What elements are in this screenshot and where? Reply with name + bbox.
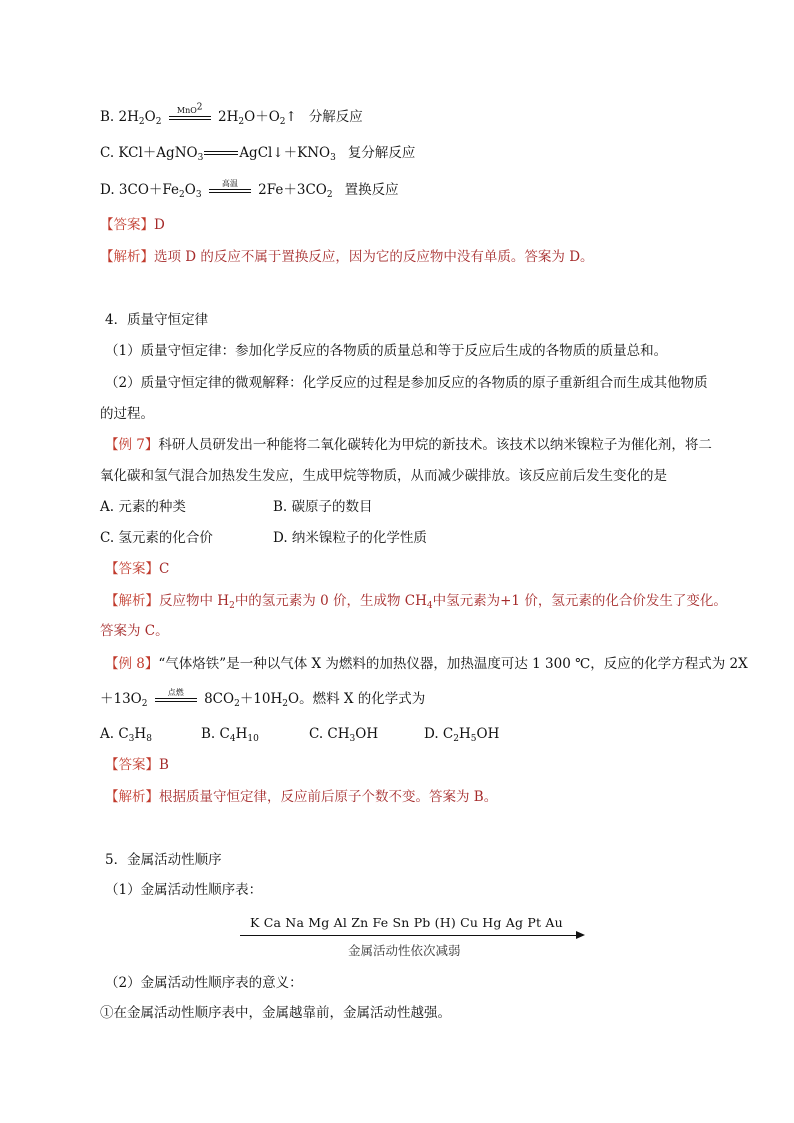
example-7-answer: 【答案】C	[105, 561, 170, 577]
series-arrow-line	[240, 935, 578, 936]
option-b-type: 分解反应	[308, 109, 363, 125]
example-7-analysis-line2: 答案为 C。	[100, 623, 169, 639]
example-7-tag: 【例 7】	[105, 437, 159, 453]
option-c-type: 复分解反应	[347, 145, 416, 161]
example-7-line2: 氧化碳和氢气混合加热发生发应，生成甲烷等物质，从而减少碳排放。该反应前后发生变化的是	[100, 468, 667, 484]
section-5-p1: （1）金属活动性顺序表：	[105, 882, 263, 898]
example-8-analysis: 【解析】根据质量守恒定律，反应前后原子个数不变。答案为 B。	[105, 789, 498, 805]
option-c-equation: C. KCl＋AgNO$_3$ $AgCl↓+KNO_3$ 复分解反应	[100, 145, 416, 163]
option-d-type: 置换反应	[344, 182, 399, 198]
example-8-option-b: B. $C_4H_{10}$	[201, 726, 259, 744]
option-d-equation: D. $3CO+Fe_2O_3$ 高温 $2Fe+3CO_2$ 置换反应	[100, 178, 399, 200]
high-temp-condition-arrow: 高温	[209, 184, 251, 198]
arrow-head-icon	[576, 931, 585, 939]
example-8-tag: 【例 8】	[105, 656, 159, 672]
example-8-answer: 【答案】B	[105, 757, 169, 773]
section-5-p2: （2）金属活动性顺序表的意义：	[105, 975, 303, 991]
mno2-condition-arrow: MnO$^2$	[169, 111, 211, 125]
example-7-option-c: C. 氢元素的化合价	[100, 530, 213, 546]
answer-1: 【答案】D	[100, 217, 165, 233]
example-8-option-c: C. $CH_3OH$	[309, 726, 379, 744]
section-4-p2a: （2）质量守恒定律的微观解释：化学反应的过程是参加反应的各物质的原子重新组合而生成其他物质	[105, 375, 708, 391]
example-7-option-b: B. 碳原子的数目	[273, 499, 373, 515]
metal-activity-series-diagram	[240, 915, 585, 965]
option-b-equation: B. $2H_2O_2$ MnO$^2$ $2H_2O+O_2↑$ 分解反应	[100, 101, 363, 127]
metal-series-symbols: K Ca Na Mg Al Zn Fe Sn Pb (H) Cu Hg Ag Pt Au	[250, 915, 563, 930]
section-4-p1: （1）质量守恒定律：参加化学反应的各物质的质量总和等于反应后生成的各物质的质量总和。	[105, 343, 668, 359]
example-8-line1: 【例 8】“气体烙铁”是一种以气体 X 为燃料的加热仪器，加热温度可达 1 300 ℃，反应的化学方程式为 2X	[105, 656, 748, 672]
section-4-p2b: 的过程。	[100, 406, 154, 422]
example-7-line1: 【例 7】科研人员研发出一种能将二氧化碳转化为甲烷的新技术。该技术以纳米镍粒子为催化剂，将二	[105, 437, 712, 453]
section-5-heading: 5．金属活动性顺序	[105, 852, 222, 868]
example-8-option-a: A. $C_3H_8$	[100, 726, 152, 744]
example-7-option-a: A. 元素的种类	[100, 499, 186, 515]
example-8-option-d: D. $C_2H_5OH$	[424, 726, 500, 744]
example-7-analysis: 【解析】反应物中 $H_2$中的氢元素为 0 价，生成物 $CH_4$中氢元素为+1 价，氢元素的化合价发生了变化。	[105, 593, 727, 611]
equals-sign	[204, 149, 238, 159]
example-8-equation: $+13O_2$ 点燃 $8CO_2+10H_2O$。燃料 X 的化学式为	[100, 687, 426, 709]
analysis-1: 【解析】选项 D 的反应不属于置换反应，因为它的反应物中没有单质。答案为 D。	[100, 249, 594, 265]
ignite-condition-arrow: 点燃	[155, 693, 197, 707]
example-7-option-d: D. 纳米镍粒子的化学性质	[273, 530, 427, 546]
section-4-heading: 4．质量守恒定律	[105, 312, 209, 328]
series-caption: 金属活动性依次减弱	[348, 943, 461, 958]
section-5-p3: ①在金属活动性顺序表中，金属越靠前，金属活动性越强。	[100, 1005, 451, 1021]
